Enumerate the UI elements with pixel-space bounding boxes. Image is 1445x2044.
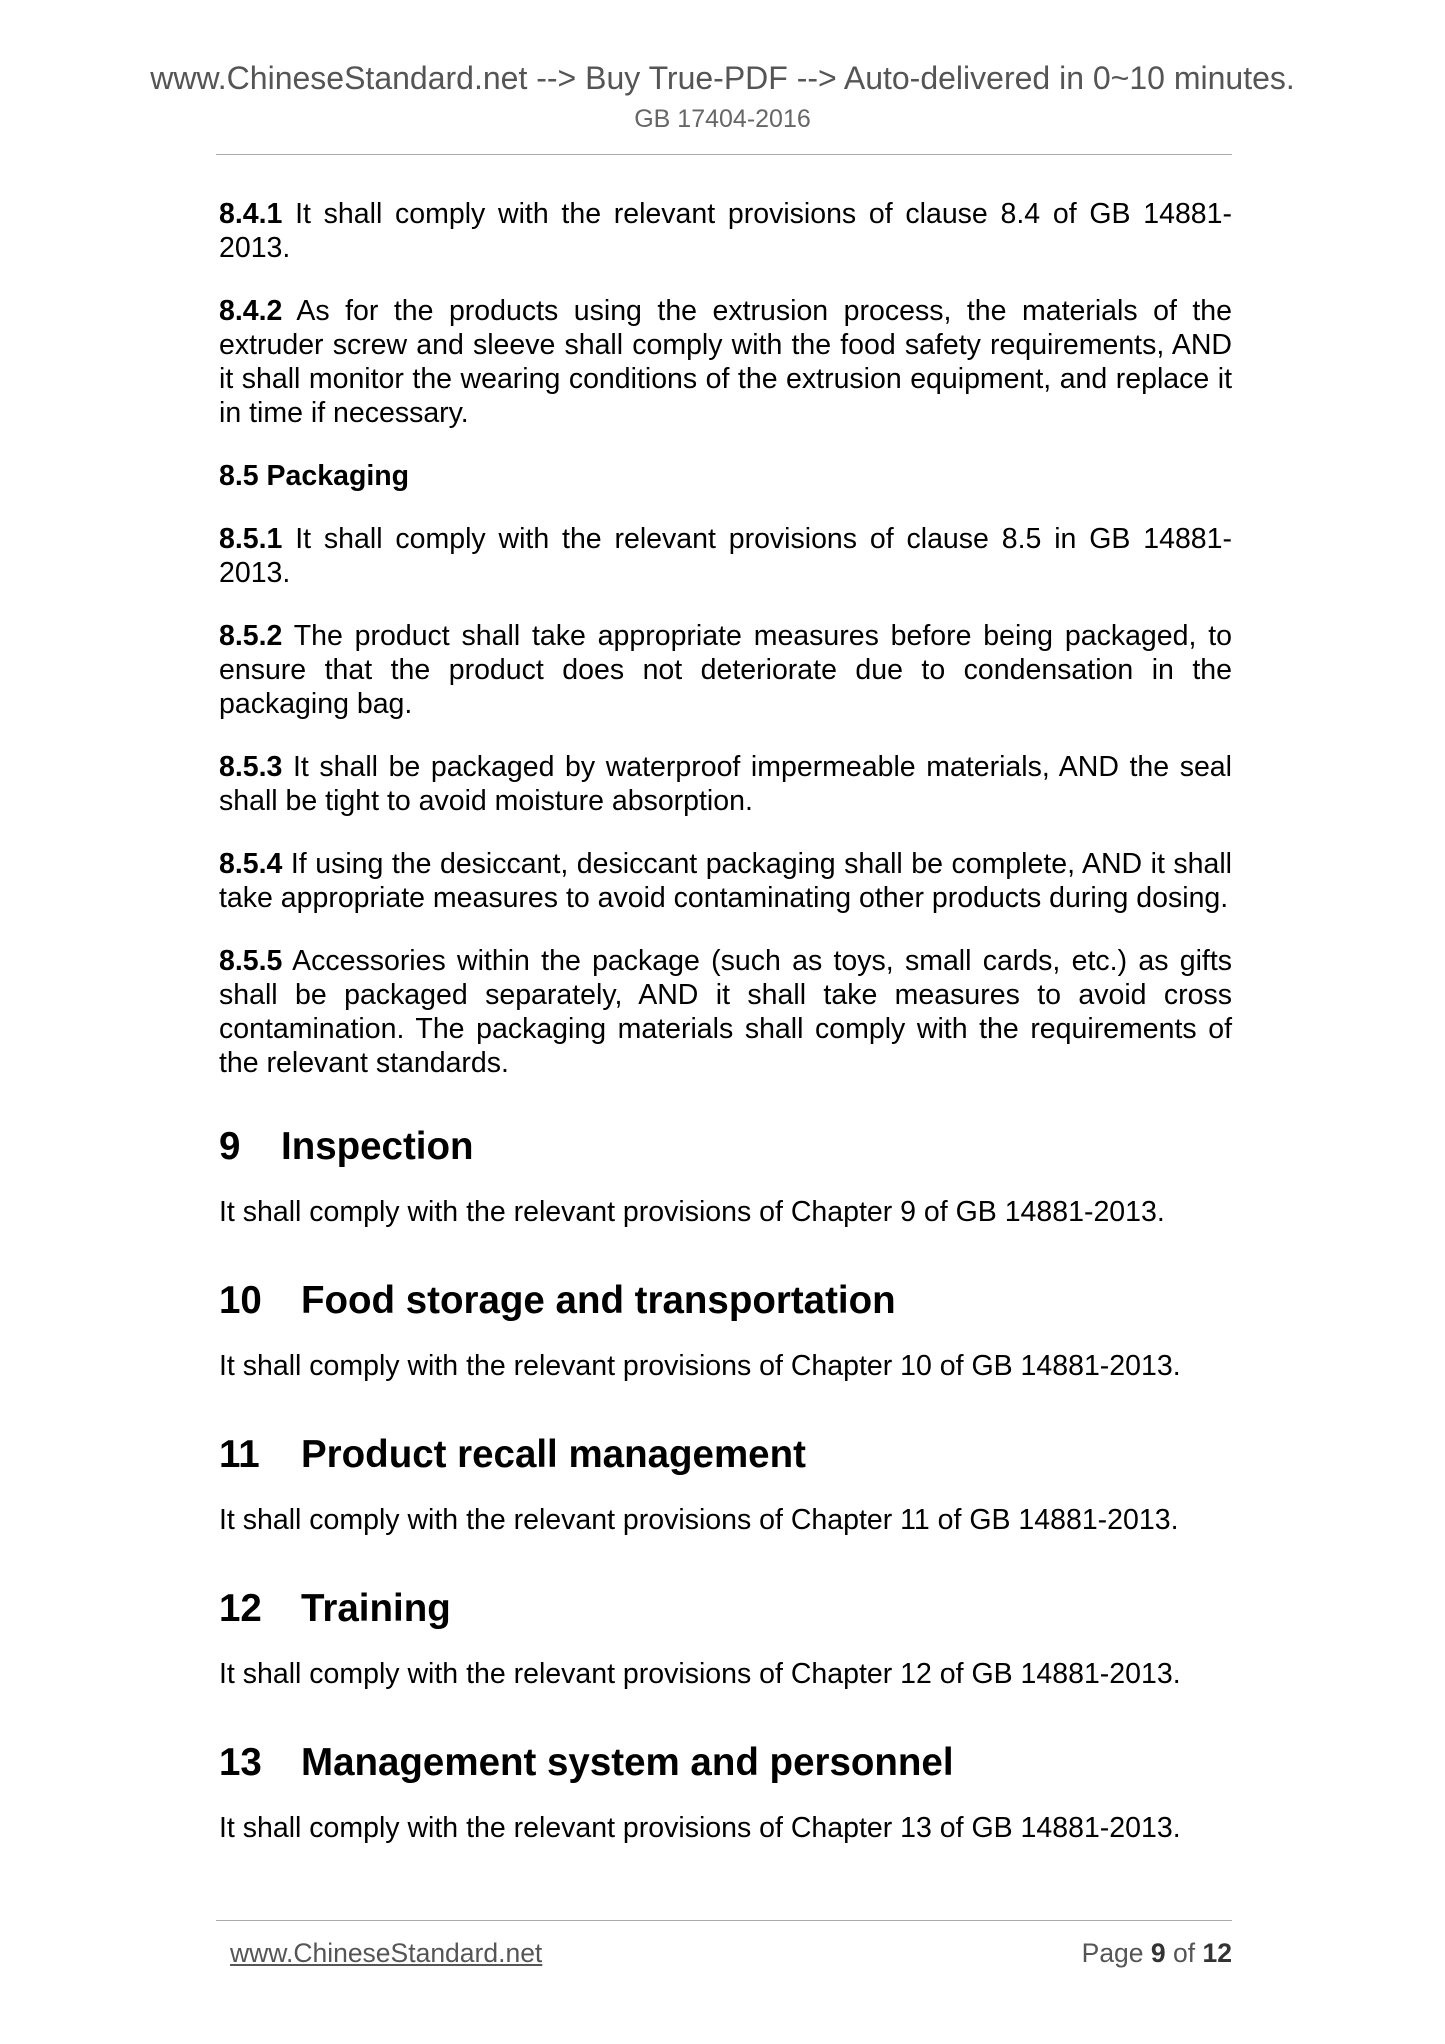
page-of-word: of [1173, 1938, 1196, 1968]
clause-number: 8.5.4 [219, 848, 283, 880]
chapter-number: 11 [219, 1433, 260, 1476]
clause-text: It shall comply with the relevant provisions of clause 8.4 of GB 14881-2013. [219, 198, 1232, 264]
total-pages-number: 12 [1202, 1938, 1232, 1968]
subsection-heading-packaging: 8.5 Packaging [219, 460, 410, 492]
page-indicator [1082, 1938, 1232, 1969]
chapter-text: It shall comply with the relevant provisions of Chapter 11 of GB 14881-2013. [219, 1504, 1179, 1536]
chapter-text: It shall comply with the relevant provisions of Chapter 12 of GB 14881-2013. [219, 1658, 1181, 1690]
clause-number: 8.4.2 [219, 295, 283, 327]
chapter-title: Management system and personnel [301, 1741, 954, 1784]
chapter-title: Product recall management [301, 1433, 806, 1476]
clause-number: 8.5.2 [219, 620, 283, 652]
clause-text: The product shall take appropriate measures before being packaged, to ensure that the product does not deteriorate due to condensation in the packaging bag. [219, 620, 1232, 720]
chapter-text: It shall comply with the relevant provisions of Chapter 13 of GB 14881-2013. [219, 1812, 1181, 1844]
clause-text: As for the products using the extrusion process, the materials of the extruder screw and sleeve shall comply with the food safety requirements, AND it shall monitor the wearing conditions of the extrusion equipment, and replace it in time if necessary. [219, 295, 1232, 429]
chapter-title: Inspection [281, 1125, 474, 1168]
chapter-heading-training [219, 1586, 1232, 1632]
clause-8-5-4 [219, 847, 1232, 915]
chapter-heading-storage [219, 1278, 1232, 1324]
chapter-heading-management [219, 1740, 1232, 1786]
page-content [219, 197, 1232, 1845]
chapter-number: 9 [219, 1125, 241, 1168]
clause-number: 8.5.3 [219, 751, 283, 783]
header-divider [216, 154, 1232, 155]
clause-8-5-3 [219, 750, 1232, 818]
clause-8-4-1 [219, 197, 1232, 265]
site-banner: www.ChineseStandard.net --> Buy True-PDF --> Auto-delivered in 0~10 minutes. [150, 60, 1295, 96]
clause-text: It shall comply with the relevant provisions of clause 8.5 in GB 14881-2013. [219, 523, 1232, 589]
clause-number: 8.5.5 [219, 945, 283, 977]
chapter-title: Food storage and transportation [301, 1279, 896, 1322]
clause-number: 8.4.1 [219, 198, 283, 230]
clause-number: 8.5.1 [219, 523, 283, 555]
current-page-number: 9 [1150, 1938, 1166, 1968]
chapter-number: 13 [219, 1741, 262, 1784]
clause-8-5-2 [219, 619, 1232, 721]
chapter-text: It shall comply with the relevant provisions of Chapter 10 of GB 14881-2013. [219, 1350, 1181, 1382]
clause-8-5-1 [219, 522, 1232, 590]
chapter-number: 10 [219, 1279, 262, 1322]
footer-site-link[interactable]: www.ChineseStandard.net [230, 1938, 543, 1968]
clause-8-4-2 [219, 294, 1232, 430]
chapter-heading-recall [219, 1432, 1232, 1478]
chapter-text: It shall comply with the relevant provisions of Chapter 9 of GB 14881-2013. [219, 1196, 1165, 1228]
chapter-number: 12 [219, 1587, 262, 1630]
page-word: Page [1081, 1938, 1144, 1968]
clause-text: It shall be packaged by waterproof impermeable materials, AND the seal shall be tight to avoid moisture absorption. [219, 751, 1232, 817]
footer-divider [216, 1920, 1232, 1921]
clause-text: Accessories within the package (such as toys, small cards, etc.) as gifts shall be packaged separately, AND it shall take measures to avoid cross contamination. The packaging materials shall comply with the requirements of the relevant standards. [219, 945, 1232, 1079]
chapter-heading-inspection [219, 1124, 1232, 1170]
chapter-title: Training [301, 1587, 451, 1630]
document-id: GB 17404-2016 [634, 105, 811, 133]
clause-8-5-5 [219, 944, 1232, 1080]
clause-text: If using the desiccant, desiccant packaging shall be complete, AND it shall take appropriate measures to avoid contaminating other products during dosing. [219, 848, 1232, 914]
